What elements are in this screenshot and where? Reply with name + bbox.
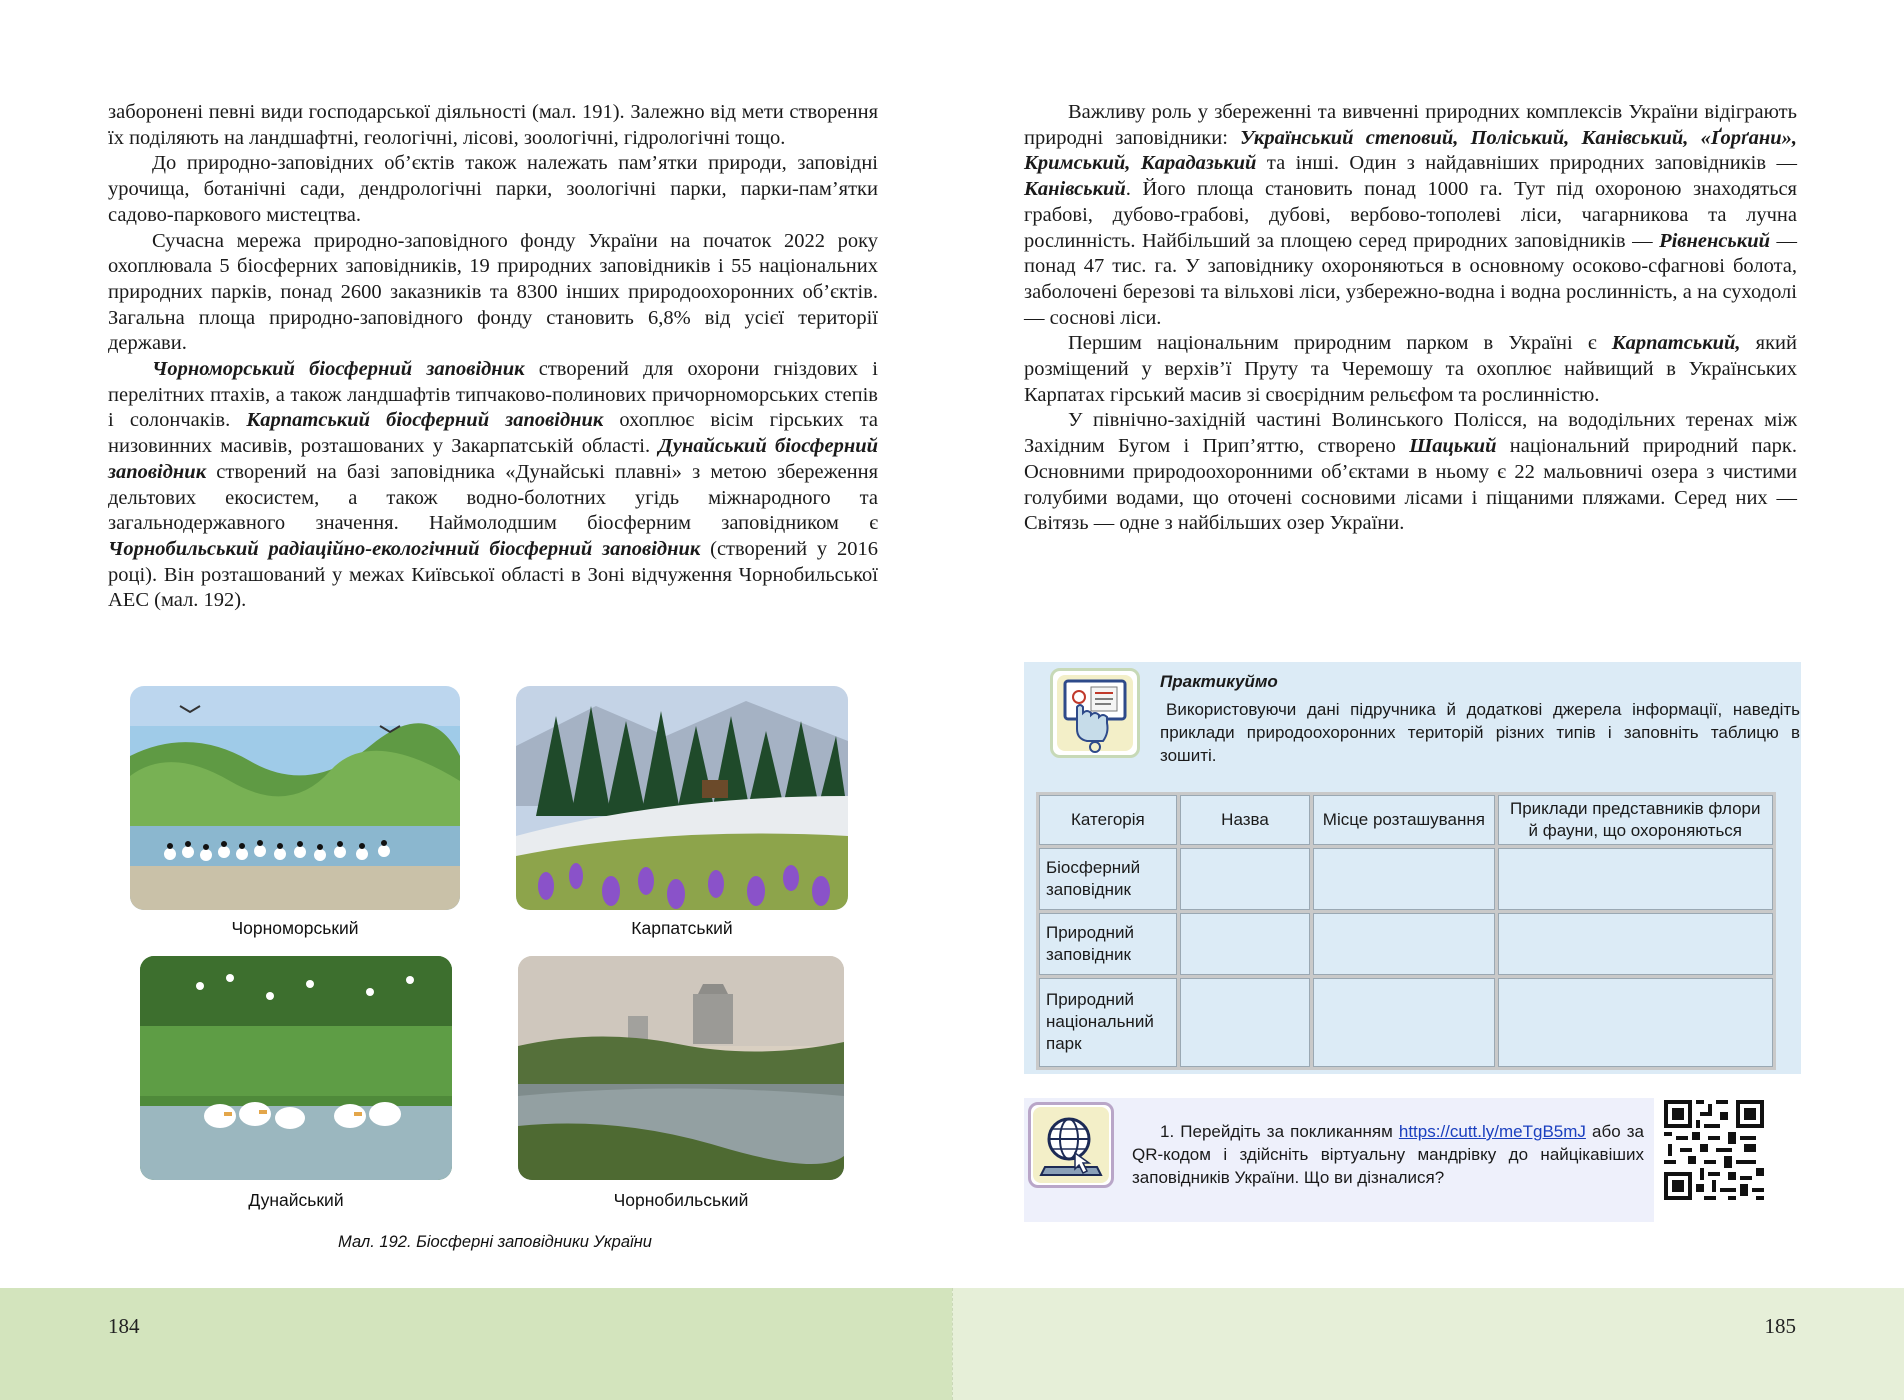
text-segment: — понад 47 тис. га. У заповіднику охороняються в основному осоково-сфагнові болота, заболочені березові та вільхові ліси, узбережно-водна і водна рослинність, а на суходолі — соснові ліси. <box>1024 229 1798 329</box>
table-header: Місце розташування <box>1313 795 1494 845</box>
text-segment: який розміщений у верхів’ї Пруту та Черемошу та охоплює найвищий в Українських Карпатах гірський масив зі своєрідним рельєфом та рослинністю. <box>1024 332 1797 406</box>
table-header: Приклади представників флори й фауни, що охороняються <box>1498 795 1774 845</box>
emphasized-term: Канівський <box>1024 178 1126 201</box>
text-segment: національний природний парк. Основними природоохоронними об’єктами в ньому є 22 мальовничі озера з чистими голубими водами, що оточені сосновими лісами і піщаними пляжами. Серед них — Світязь — одне з найбільших озер України. <box>1024 435 1797 535</box>
page-number: 184 <box>108 1314 140 1338</box>
practice-box <box>1024 662 1801 1074</box>
caption-chornobylskyi: Чорнобильський <box>613 1190 749 1210</box>
emphasized-term: Шацький <box>1409 435 1497 458</box>
photo-karpatskyi <box>516 686 848 910</box>
right-page-footer <box>952 1288 1904 1400</box>
web-text-before: 1. Перейдіть за покликанням <box>1160 1122 1399 1141</box>
body-paragraph <box>108 100 878 151</box>
globe-laptop-icon <box>1028 1102 1114 1188</box>
emphasized-term: Рівненський <box>1659 229 1770 252</box>
caption-karpatskyi: Карпатський <box>631 918 733 938</box>
text-segment: заборонені певні види господарської діяльності (мал. 191). Залежно від мети створення їх поділяють на ландшафтні, геологічні, лісові, зоологічні, гідрологічні тощо. <box>108 101 878 149</box>
body-paragraph <box>1024 100 1797 331</box>
emphasized-term: Український степовий, Поліський, Канівський, «Ґорґани», Кримський, Карадазький <box>1024 126 1798 175</box>
right-page <box>952 0 1904 1400</box>
table-cell-empty <box>1313 913 1494 975</box>
emphasized-term: Дунайський біосферний заповідник <box>108 435 878 483</box>
figure-caption: Мал. 192. Біосферні заповідники України <box>338 1233 652 1251</box>
table-cell-empty <box>1498 848 1774 910</box>
table-row <box>1039 978 1773 1067</box>
text-segment: Важливу роль у збереженні та вивченні природних комплексів України відіграють природні заповідники: <box>1024 101 1797 149</box>
practice-text: Використовуючи дані підручника й додаткові джерела інформації, наведіть приклади природоохоронних територій різних типів і заповніть таблицю в зошиті. <box>1160 700 1800 765</box>
page-number: 185 <box>1764 1314 1796 1338</box>
text-segment: охоплює вісім гірських та низовинних масивів, розташованих у Закарпатській області. <box>108 409 878 458</box>
table-row <box>1039 913 1773 975</box>
table-header-row <box>1039 795 1773 845</box>
table-cell-empty <box>1498 978 1774 1067</box>
table-header: Категорія <box>1039 795 1177 845</box>
table-header: Назва <box>1180 795 1311 845</box>
emphasized-term: Карпатський, <box>1611 332 1741 355</box>
text-segment: (створений у 2016 році). Він розташований у межах Київської області в Зоні відчуження Чорнобильської АЕС (мал. 192). <box>108 537 878 612</box>
left-page-text <box>108 100 878 614</box>
table-cell-category: Природний національний парк <box>1039 978 1177 1067</box>
body-paragraph <box>108 357 878 614</box>
emphasized-term: Чорноморський біосферний заповідник <box>152 358 525 381</box>
caption-chornomorskyi: Чорноморський <box>231 918 359 938</box>
photo-chornomorskyi <box>130 686 460 910</box>
photo-chornobylskyi <box>518 956 844 1180</box>
photo-dunaiskyi <box>140 956 452 1180</box>
table-cell-category: Біосферний заповідник <box>1039 848 1177 910</box>
table-cell-empty <box>1313 978 1494 1067</box>
body-paragraph <box>108 229 878 358</box>
table-cell-empty <box>1180 913 1311 975</box>
practice-title: Практикуймо <box>1160 672 1278 691</box>
caption-dunaiskyi: Дунайський <box>248 1190 344 1210</box>
qr-code-icon[interactable] <box>1664 1100 1764 1200</box>
left-page-footer <box>0 1288 952 1400</box>
web-text-after: або за QR-кодом і здійсніть віртуальну мандрівку до найцікавіших заповідників України. Що ви дізналися? <box>1132 1122 1644 1187</box>
practice-table <box>1036 792 1776 1070</box>
text-segment: Першим національним природним парком в Україні є <box>1068 332 1612 355</box>
web-box <box>1024 1098 1654 1222</box>
text-segment: створений на базі заповідника «Дунайські плавні» з метою збереження дельтових екосистем, а також водно-болотних угідь міжнародного та загальнодержавного значення. Наймолодшим біосферним заповідником є <box>108 460 878 535</box>
emphasized-term: Чорнобильський радіаційно-екологічний біосферний заповідник <box>108 537 701 560</box>
table-cell-empty <box>1313 848 1494 910</box>
text-segment: У північно-західній частині Волинського Полісся, на вододільних теренах між Західним Бугом і Прип’яттю, створено <box>1024 409 1797 458</box>
web-link[interactable]: https://cutt.ly/meTgB5mJ <box>1398 1122 1586 1141</box>
text-segment: Сучасна мережа природно-заповідного фонду України на початок 2022 року охоплювала 5 біосферних заповідників, 19 природних заповідників і 55 національних природних парків, понад 2600 заказників та 8300 інших природоохоронних об’єктів. Загальна площа природно-заповідного фонду становить 6,8% від усієї території держави. <box>108 229 878 355</box>
body-paragraph <box>108 151 878 228</box>
table-cell-empty <box>1180 848 1311 910</box>
table-row <box>1039 848 1773 910</box>
body-paragraph <box>1024 331 1797 408</box>
right-page-text <box>1024 100 1797 537</box>
table-cell-category: Природний заповідник <box>1039 913 1177 975</box>
table-cell-empty <box>1180 978 1311 1067</box>
text-segment: створений для охорони гніздових і перелітних птахів, а також ландшафтів типчаково-полинових причорноморських степів і солончаків. <box>108 358 878 432</box>
text-segment: . Його площа становить понад 1000 га. Тут під охороною знаходяться грабові, дубово-грабові, дубові, вербово-тополеві ліси, чагарникова та лучна рослинність. Найбільший за площею серед природних заповідників — <box>1024 178 1797 252</box>
touchscreen-hand-icon <box>1050 668 1140 758</box>
emphasized-term: Карпатський біосферний заповідник <box>246 409 604 432</box>
web-task-text <box>1132 1120 1644 1189</box>
text-segment: та інші. Один з найдавніших природних заповідників — <box>1256 152 1797 175</box>
table-cell-empty <box>1498 913 1774 975</box>
text-segment: До природно-заповідних об’єктів також належать пам’ятки природи, заповідні урочища, ботанічні сади, дендрологічні парки, зоологічні парки, парки-пам’ятки садово-паркового мистецтва. <box>108 152 878 226</box>
body-paragraph <box>1024 408 1797 537</box>
